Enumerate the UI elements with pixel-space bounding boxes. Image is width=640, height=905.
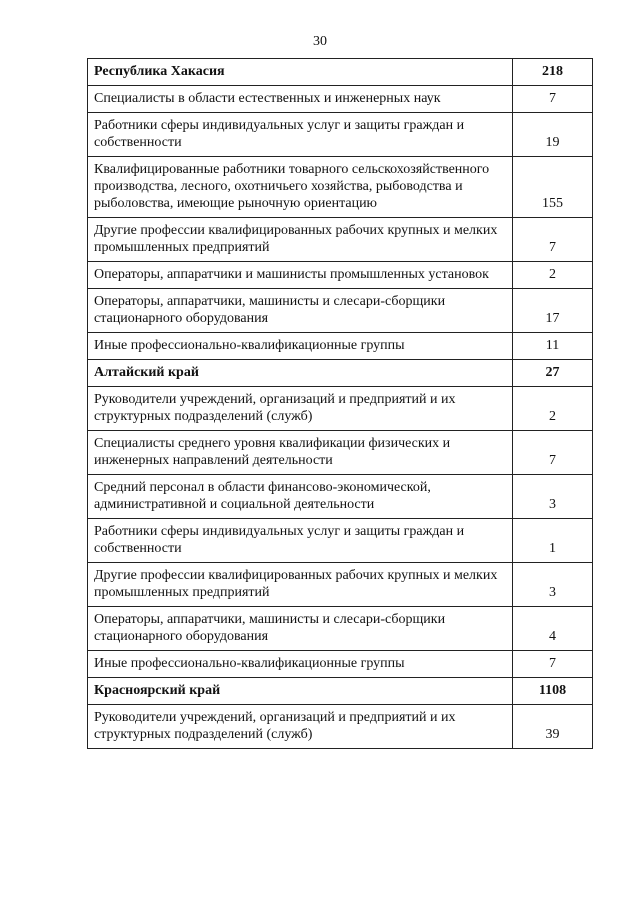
table-row — [88, 289, 593, 333]
occupation-count: 2 — [513, 387, 593, 431]
occupation-name: Работники сферы индивидуальных услуг и защиты граждан и собственности — [88, 519, 513, 563]
occupation-name: Специалисты среднего уровня квалификации физических и инженерных направлений деятельности — [88, 431, 513, 475]
occupation-name: Другие профессии квалифицированных рабочих крупных и мелких промышленных предприятий — [88, 563, 513, 607]
occupation-count: 155 — [513, 157, 593, 218]
occupation-count: 7 — [513, 431, 593, 475]
table-row — [88, 218, 593, 262]
occupation-count: 2 — [513, 262, 593, 289]
table-body — [88, 59, 593, 749]
table-row — [88, 651, 593, 678]
occupation-name: Квалифицированные работники товарного сельскохозяйственного производства, лесного, охотничьего хозяйства, рыбоводства и рыболовства, имеющие рыночную ориентацию — [88, 157, 513, 218]
region-row — [88, 678, 593, 705]
table-row — [88, 157, 593, 218]
region-row — [88, 59, 593, 86]
table-row — [88, 113, 593, 157]
occupation-name: Операторы, аппаратчики и машинисты промышленных установок — [88, 262, 513, 289]
occupation-count: 3 — [513, 563, 593, 607]
occupation-count: 27 — [513, 360, 593, 387]
occupation-name: Алтайский край — [88, 360, 513, 387]
occupation-table — [87, 58, 593, 749]
occupation-count: 17 — [513, 289, 593, 333]
occupation-count: 1108 — [513, 678, 593, 705]
region-row — [88, 360, 593, 387]
occupation-count: 4 — [513, 607, 593, 651]
occupation-name: Иные профессионально-квалификационные группы — [88, 651, 513, 678]
occupation-count: 1 — [513, 519, 593, 563]
occupation-name: Другие профессии квалифицированных рабочих крупных и мелких промышленных предприятий — [88, 218, 513, 262]
occupation-name: Работники сферы индивидуальных услуг и защиты граждан и собственности — [88, 113, 513, 157]
occupation-name: Специалисты в области естественных и инженерных наук — [88, 86, 513, 113]
occupation-count: 7 — [513, 218, 593, 262]
occupation-name: Руководители учреждений, организаций и предприятий и их структурных подразделений (служб) — [88, 387, 513, 431]
occupation-count: 11 — [513, 333, 593, 360]
occupation-name: Красноярский край — [88, 678, 513, 705]
table-row — [88, 431, 593, 475]
table-row — [88, 387, 593, 431]
occupation-name: Средний персонал в области финансово-экономической, административной и социальной деятельности — [88, 475, 513, 519]
occupation-count: 7 — [513, 86, 593, 113]
occupation-count: 39 — [513, 705, 593, 749]
page-number: 30 — [313, 34, 327, 49]
table-row — [88, 86, 593, 113]
table-row — [88, 705, 593, 749]
table-row — [88, 519, 593, 563]
occupation-name: Иные профессионально-квалификационные группы — [88, 333, 513, 360]
occupation-count: 19 — [513, 113, 593, 157]
occupation-name: Операторы, аппаратчики, машинисты и слесари-сборщики стационарного оборудования — [88, 607, 513, 651]
table-row — [88, 262, 593, 289]
occupation-count: 7 — [513, 651, 593, 678]
occupation-count: 3 — [513, 475, 593, 519]
table-row — [88, 563, 593, 607]
occupation-count: 218 — [513, 59, 593, 86]
occupation-name: Республика Хакасия — [88, 59, 513, 86]
table-row — [88, 607, 593, 651]
occupation-name: Руководители учреждений, организаций и предприятий и их структурных подразделений (служб) — [88, 705, 513, 749]
table-row — [88, 475, 593, 519]
table-row — [88, 333, 593, 360]
occupation-name: Операторы, аппаратчики, машинисты и слесари-сборщики стационарного оборудования — [88, 289, 513, 333]
